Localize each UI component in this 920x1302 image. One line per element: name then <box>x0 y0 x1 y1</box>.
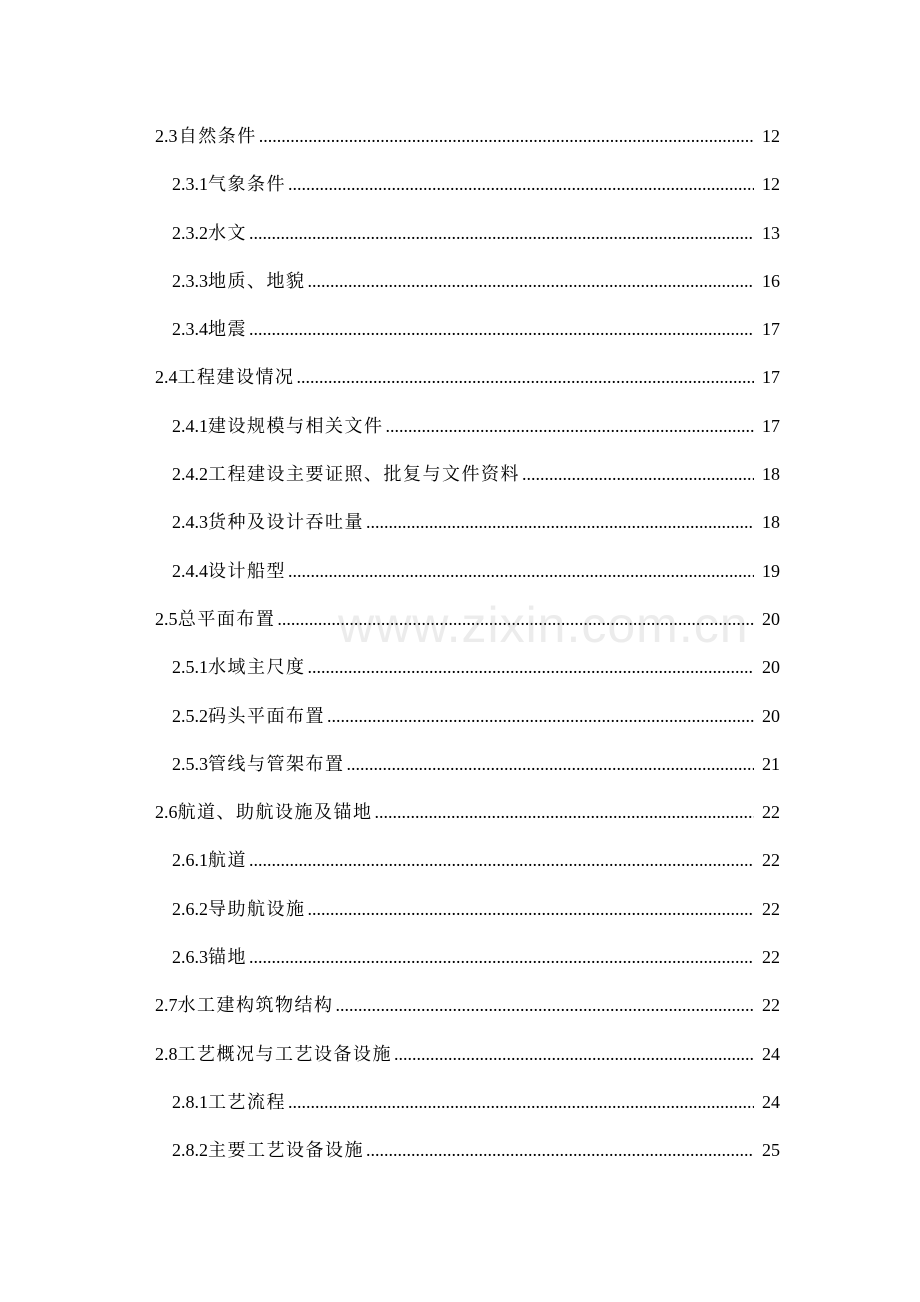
toc-dot-leader <box>394 1041 754 1067</box>
toc-entry-number: 2.3.3 <box>172 270 208 291</box>
toc-entry-number: 2.4.3 <box>172 512 208 533</box>
toc-entry[interactable] <box>0 982 920 1030</box>
toc-dot-leader <box>308 654 755 680</box>
toc-entry[interactable] <box>0 403 920 451</box>
toc-entry-number: 2.6.2 <box>172 898 208 919</box>
toc-entry-number: 2.5.3 <box>172 753 208 774</box>
toc-entry-title: 锚地 <box>208 947 247 969</box>
toc-entry-page: 24 <box>762 1043 780 1064</box>
toc-entry-page: 19 <box>762 560 780 581</box>
toc-entry-page: 24 <box>762 1091 780 1112</box>
toc-dot-leader <box>259 123 754 149</box>
toc-entry[interactable] <box>0 1079 920 1127</box>
toc-dot-leader <box>249 316 754 342</box>
toc-dot-leader <box>366 1137 754 1163</box>
toc-entry-page: 16 <box>762 270 780 291</box>
toc-entry-title: 水工建构筑物结构 <box>177 995 334 1017</box>
toc-entry[interactable] <box>0 837 920 885</box>
toc-entry-number: 2.4.1 <box>172 415 208 436</box>
toc-dot-leader <box>249 944 754 970</box>
toc-entry-number: 2.8 <box>155 1043 178 1064</box>
toc-dot-leader <box>249 847 754 873</box>
toc-entry[interactable] <box>0 596 920 644</box>
toc-entry-title: 总平面布置 <box>177 608 276 630</box>
toc-entry[interactable] <box>0 1031 920 1079</box>
toc-entry[interactable] <box>0 210 920 258</box>
toc-entry-title: 工艺流程 <box>208 1091 286 1113</box>
toc-entry-page: 22 <box>762 802 780 823</box>
toc-entry-number: 2.3.4 <box>172 319 208 340</box>
toc-entry-title: 水域主尺度 <box>208 657 306 679</box>
toc-dot-leader <box>288 558 754 584</box>
toc-entry-page: 25 <box>762 1140 780 1161</box>
table-of-contents <box>0 113 920 1176</box>
toc-dot-leader <box>375 799 755 825</box>
toc-entry-number: 2.8.1 <box>172 1091 208 1112</box>
toc-entry-title: 工程建设主要证照、批复与文件资料 <box>208 464 520 486</box>
toc-dot-leader <box>277 606 754 632</box>
toc-dot-leader <box>386 413 755 439</box>
toc-entry-title: 导助航设施 <box>208 898 306 920</box>
toc-entry-number: 2.6.3 <box>172 947 208 968</box>
toc-entry-page: 21 <box>762 753 780 774</box>
toc-entry-number: 2.4 <box>155 367 178 388</box>
toc-entry-title: 航道、助航设施及锚地 <box>177 802 373 824</box>
toc-entry-title: 水文 <box>208 222 247 244</box>
toc-entry-title: 管线与管架布置 <box>208 753 345 775</box>
toc-entry[interactable] <box>0 113 920 161</box>
toc-entry-number: 2.5.2 <box>172 705 208 726</box>
toc-entry-number: 2.4.2 <box>172 464 208 485</box>
toc-entry-title: 工艺概况与工艺设备设施 <box>177 1043 392 1065</box>
toc-entry[interactable] <box>0 548 920 596</box>
toc-dot-leader <box>297 364 755 390</box>
toc-entry-title: 设计船型 <box>208 560 286 582</box>
toc-entry[interactable] <box>0 306 920 354</box>
toc-entry-page: 22 <box>762 995 780 1016</box>
toc-dot-leader <box>336 992 755 1018</box>
toc-entry-title: 地震 <box>208 319 247 341</box>
toc-entry-page: 17 <box>762 319 780 340</box>
toc-entry-number: 2.5 <box>155 608 178 629</box>
toc-dot-leader <box>522 461 754 487</box>
toc-entry-title: 工程建设情况 <box>177 367 295 389</box>
toc-entry[interactable] <box>0 789 920 837</box>
toc-entry-title: 自然条件 <box>178 126 257 147</box>
toc-dot-leader <box>308 896 755 922</box>
toc-entry-page: 20 <box>762 705 780 726</box>
toc-entry-number: 2.6 <box>155 802 178 823</box>
toc-entry[interactable] <box>0 886 920 934</box>
toc-entry-title: 航道 <box>208 850 247 872</box>
toc-entry-page: 18 <box>762 464 780 485</box>
toc-entry-number: 2.4.4 <box>172 560 208 581</box>
toc-entry-page: 12 <box>762 174 780 195</box>
toc-entry-number: 2.7 <box>155 995 178 1016</box>
toc-entry-number: 2.3.2 <box>172 222 208 243</box>
toc-entry-title: 主要工艺设备设施 <box>208 1140 364 1162</box>
toc-dot-leader <box>249 220 754 246</box>
toc-entry-page: 20 <box>762 608 780 629</box>
toc-entry-page: 12 <box>762 126 780 146</box>
toc-entry-title: 气象条件 <box>208 174 286 196</box>
toc-entry[interactable] <box>0 644 920 692</box>
toc-entry-page: 22 <box>762 947 780 968</box>
toc-entry[interactable] <box>0 451 920 499</box>
watermark: www.zixin.com.cn <box>338 597 749 653</box>
toc-dot-leader <box>308 268 755 294</box>
toc-dot-leader <box>288 171 754 197</box>
toc-dot-leader <box>288 1089 754 1115</box>
toc-entry-page: 13 <box>762 222 780 243</box>
toc-entry-page: 18 <box>762 512 780 533</box>
toc-entry-title: 码头平面布置 <box>208 705 325 727</box>
toc-entry[interactable] <box>0 693 920 741</box>
toc-entry-page: 22 <box>762 850 780 871</box>
toc-entry-page: 22 <box>762 898 780 919</box>
toc-entry-page: 20 <box>762 657 780 678</box>
toc-entry-page: 17 <box>762 415 780 436</box>
toc-entry[interactable] <box>0 499 920 547</box>
toc-entry[interactable] <box>0 741 920 789</box>
toc-entry[interactable] <box>0 934 920 982</box>
toc-entry-title: 货种及设计吞吐量 <box>208 512 364 534</box>
toc-entry-title: 建设规模与相关文件 <box>208 415 384 437</box>
toc-entry[interactable] <box>0 354 920 402</box>
toc-entry-number: 2.3 <box>155 126 178 146</box>
toc-dot-leader <box>327 703 754 729</box>
toc-entry-number: 2.8.2 <box>172 1140 208 1161</box>
toc-entry[interactable] <box>0 161 920 209</box>
toc-entry[interactable] <box>0 258 920 306</box>
toc-entry-page: 17 <box>762 367 780 388</box>
toc-dot-leader <box>347 751 755 777</box>
toc-entry-number: 2.5.1 <box>172 657 208 678</box>
toc-dot-leader <box>366 509 754 535</box>
toc-entry-number: 2.6.1 <box>172 850 208 871</box>
toc-entry-title: 地质、地貌 <box>208 270 306 292</box>
toc-entry-number: 2.3.1 <box>172 174 208 195</box>
toc-entry[interactable] <box>0 1127 920 1175</box>
